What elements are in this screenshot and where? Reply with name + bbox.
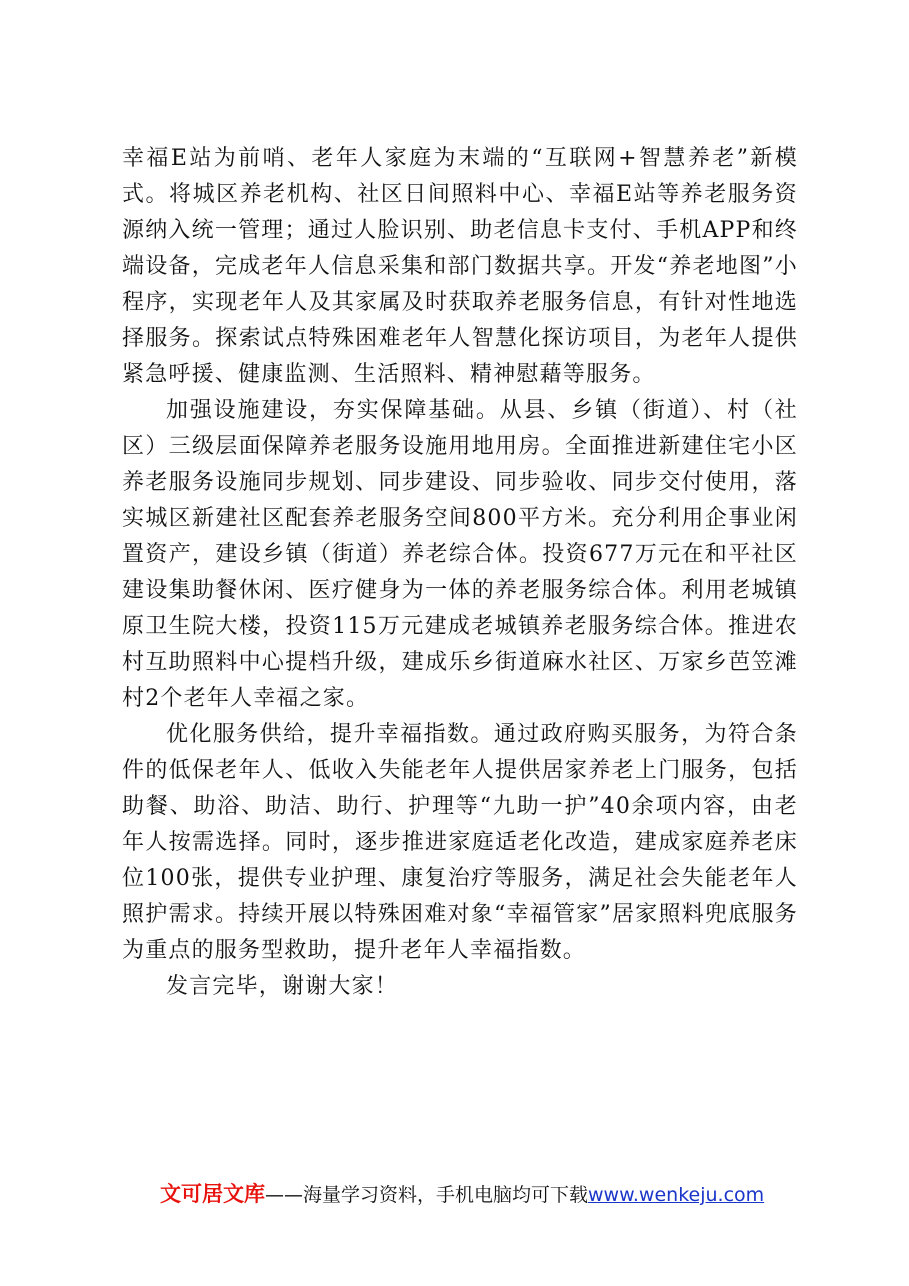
paragraph-2: 加强设施建设，夯实保障基础。从县、乡镇（街道）、村（社区）三级层面保障养老服务设施用地用房。全面推进新建住宅小区养老服务设施同步规划、同步建设、同步验收、同步交付使用，落实城区新建社区配套养老服务空间800平方米。充分利用企事业闲置资产，建设乡镇（街道）养老综合体。投资677万元在和平社区建设集助餐休闲、医疗健身为一体的养老服务综合体。利用老城镇原卫生院大楼，投资115万元建成老城镇养老服务综合体。推进农村互助照料中心提档升级，建成乐乡街道麻水社区、万家乡芭笠滩村2个老年人幸福之家。 — [122, 398, 798, 711]
footer-banner — [160, 1180, 800, 1209]
footer-brand-name: 文可居文库 — [160, 1182, 265, 1206]
footer-tagline: ——海量学习资料，手机电脑均可下载 — [265, 1184, 589, 1206]
paragraph-closing: 发言完毕，谢谢大家！ — [166, 974, 399, 999]
paragraph-3: 优化服务供给，提升幸福指数。通过政府购买服务，为符合条件的低保老年人、低收入失能老年人提供居家养老上门服务，包括助餐、助浴、助洁、助行、护理等“九助一护”40余项内容，由老年人按需选择。同时，逐步推进家庭适老化改造，建成家庭养老床位100张，提供专业护理、康复治疗等服务，满足社会失能老年人照护需求。持续开展以特殊困难对象“幸福管家”居家照料兜底服务为重点的服务型救助，提升老年人幸福指数。 — [122, 722, 798, 963]
document-body — [122, 141, 798, 1005]
paragraph-1: 幸福E站为前哨、老年人家庭为末端的“互联网+智慧养老”新模式。将城区养老机构、社区日间照料中心、幸福E站等养老服务资源纳入统一管理；通过人脸识别、助老信息卡支付、手机APP和终端设备，完成老年人信息采集和部门数据共享。开发“养老地图”小程序，实现老年人及其家属及时获取养老服务信息，有针对性地选择服务。探索试点特殊困难老年人智慧化探访项目，为老年人提供紧急呼援、健康监测、生活照料、精神慰藉等服务。 — [122, 146, 798, 387]
footer-website-link[interactable]: www.wenkeju.com — [588, 1184, 765, 1206]
